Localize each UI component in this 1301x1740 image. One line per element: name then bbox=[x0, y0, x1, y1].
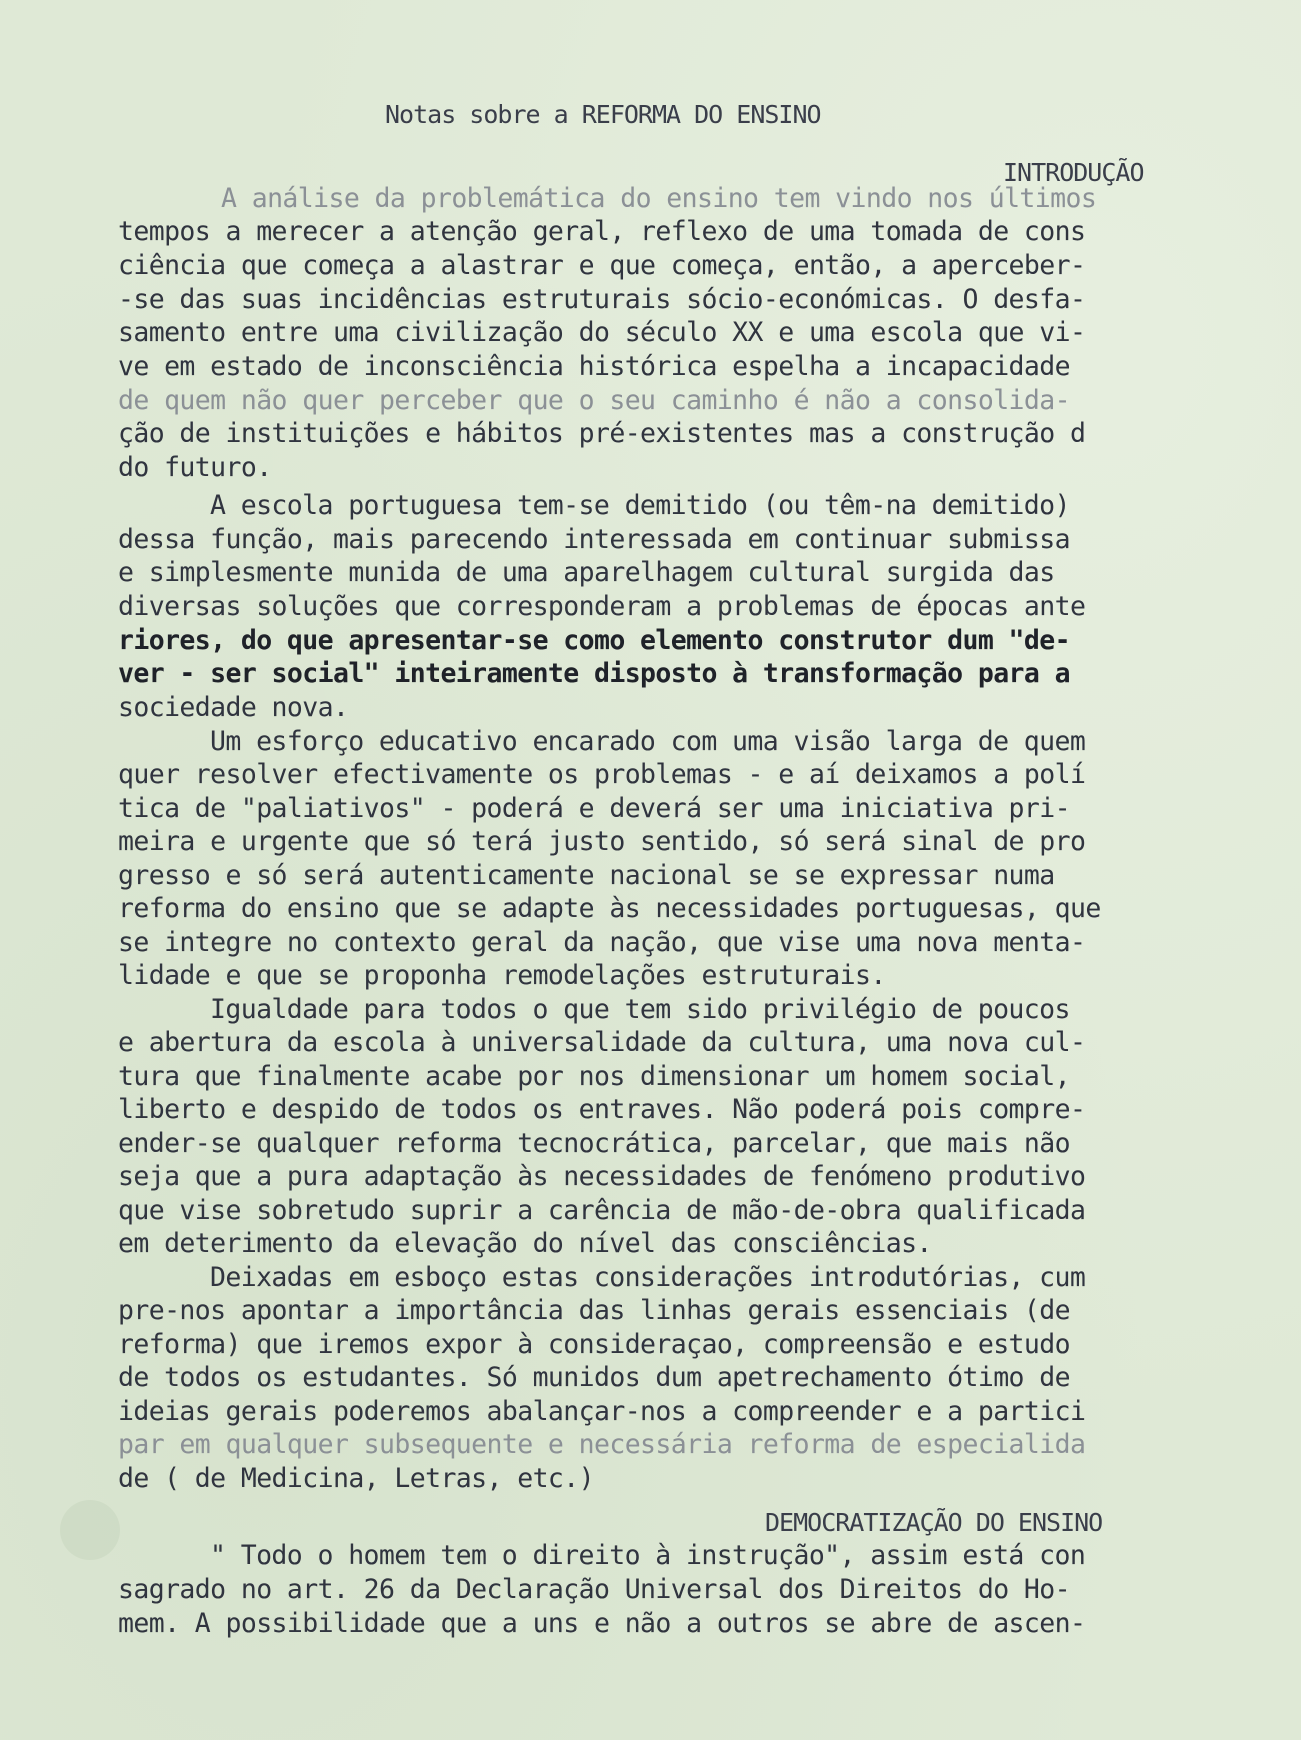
text-line: do futuro. bbox=[118, 452, 272, 483]
text-line: mem. A possibilidade que a uns e não a outros se abre de ascen- bbox=[118, 1608, 1086, 1639]
text-line: ver - ser social" inteiramente disposto à transformação para a bbox=[118, 658, 1070, 689]
text-line: lidade e que se proponha remodelações estruturais. bbox=[118, 960, 886, 991]
text-line: tura que finalmente acabe por nos dimensionar um homem social, bbox=[118, 1061, 1070, 1092]
text-line: reforma) que iremos expor à consideraçao, compreensão e estudo bbox=[118, 1329, 1070, 1360]
text-line: tempos a merecer a atenção geral, reflexo de uma tomada de cons bbox=[118, 216, 1086, 247]
text-line: que vise sobretudo suprir a carência de mão-de-obra qualificada bbox=[118, 1195, 1086, 1226]
text-line: se integre no contexto geral da nação, que vise uma nova menta- bbox=[118, 927, 1086, 958]
text-line: " Todo o homem tem o direito à instrução", assim está con bbox=[210, 1540, 1086, 1571]
text-line: em deterimento da elevação do nível das consciências. bbox=[118, 1228, 932, 1259]
text-line: samento entre uma civilização do século XX e uma escola que vi- bbox=[118, 317, 1086, 348]
section-heading-introducao: INTRODUÇÃO bbox=[1003, 158, 1144, 187]
text-line: pre-nos apontar a importância das linhas gerais essenciais (de bbox=[118, 1295, 1070, 1326]
text-line: ender-se qualquer reforma tecnocrática, parcelar, que mais não bbox=[118, 1128, 1070, 1159]
section-heading-democratizacao: DEMOCRATIZAÇÃO DO ENSINO bbox=[765, 1508, 1103, 1537]
text-line: diversas soluções que corresponderam a problemas de épocas ante bbox=[118, 591, 1086, 622]
text-line: de quem não quer perceber que o seu caminho é não a consolida- bbox=[118, 385, 1070, 416]
paper-stain bbox=[60, 1500, 120, 1560]
text-line: quer resolver efectivamente os problemas - e aí deixamos a polí bbox=[118, 759, 1086, 790]
text-line: ve em estado de inconsciência histórica espelha a incapacidade bbox=[118, 351, 1070, 382]
text-line: seja que a pura adaptação às necessidades de fenómeno produtivo bbox=[118, 1161, 1086, 1192]
text-line: sociedade nova. bbox=[118, 692, 349, 723]
text-line: ideias gerais poderemos abalançar-nos a compreender e a partici bbox=[118, 1396, 1086, 1427]
text-line: e abertura da escola à universalidade da cultura, uma nova cul- bbox=[118, 1027, 1086, 1058]
text-line: sagrado no art. 26 da Declaração Universal dos Direitos do Ho- bbox=[118, 1574, 1070, 1605]
text-line: dessa função, mais parecendo interessada em continuar submissa bbox=[118, 524, 1070, 555]
text-line: reforma do ensino que se adapte às necessidades portuguesas, que bbox=[118, 893, 1101, 924]
text-line: Um esforço educativo encarado com uma visão larga de quem bbox=[210, 726, 1086, 757]
page-title: Notas sobre a REFORMA DO ENSINO bbox=[385, 100, 821, 129]
text-line: de ( de Medicina, Letras, etc.) bbox=[118, 1463, 594, 1494]
text-line: ção de instituições e hábitos pré-existentes mas a construção d bbox=[118, 418, 1086, 449]
text-line: A análise da problemática do ensino tem vindo nos últimos bbox=[221, 183, 1097, 214]
text-line: meira e urgente que só terá justo sentido, só será sinal de pro bbox=[118, 826, 1086, 857]
text-line: A escola portuguesa tem-se demitido (ou têm-na demitido) bbox=[210, 490, 1070, 521]
text-line: Deixadas em esboço estas considerações introdutórias, cum bbox=[210, 1262, 1086, 1293]
text-line: e simplesmente munida de uma aparelhagem cultural surgida das bbox=[118, 557, 1055, 588]
text-line: tica de "paliativos" - poderá e deverá ser uma iniciativa pri- bbox=[118, 793, 1070, 824]
text-line: Igualdade para todos o que tem sido privilégio de poucos bbox=[210, 994, 1070, 1025]
text-line: gresso e só será autenticamente nacional se se expressar numa bbox=[118, 860, 1055, 891]
text-line: de todos os estudantes. Só munidos dum apetrechamento ótimo de bbox=[118, 1362, 1070, 1393]
text-line: -se das suas incidências estruturais sócio-económicas. O desfa- bbox=[118, 284, 1086, 315]
text-line: liberto e despido de todos os entraves. Não poderá pois compre- bbox=[118, 1094, 1086, 1125]
text-line: ciência que começa a alastrar e que começa, então, a aperceber- bbox=[118, 250, 1086, 281]
text-line: riores, do que apresentar-se como elemento construtor dum "de- bbox=[118, 625, 1070, 656]
text-line: par em qualquer subsequente e necessária reforma de especialida bbox=[118, 1429, 1086, 1460]
